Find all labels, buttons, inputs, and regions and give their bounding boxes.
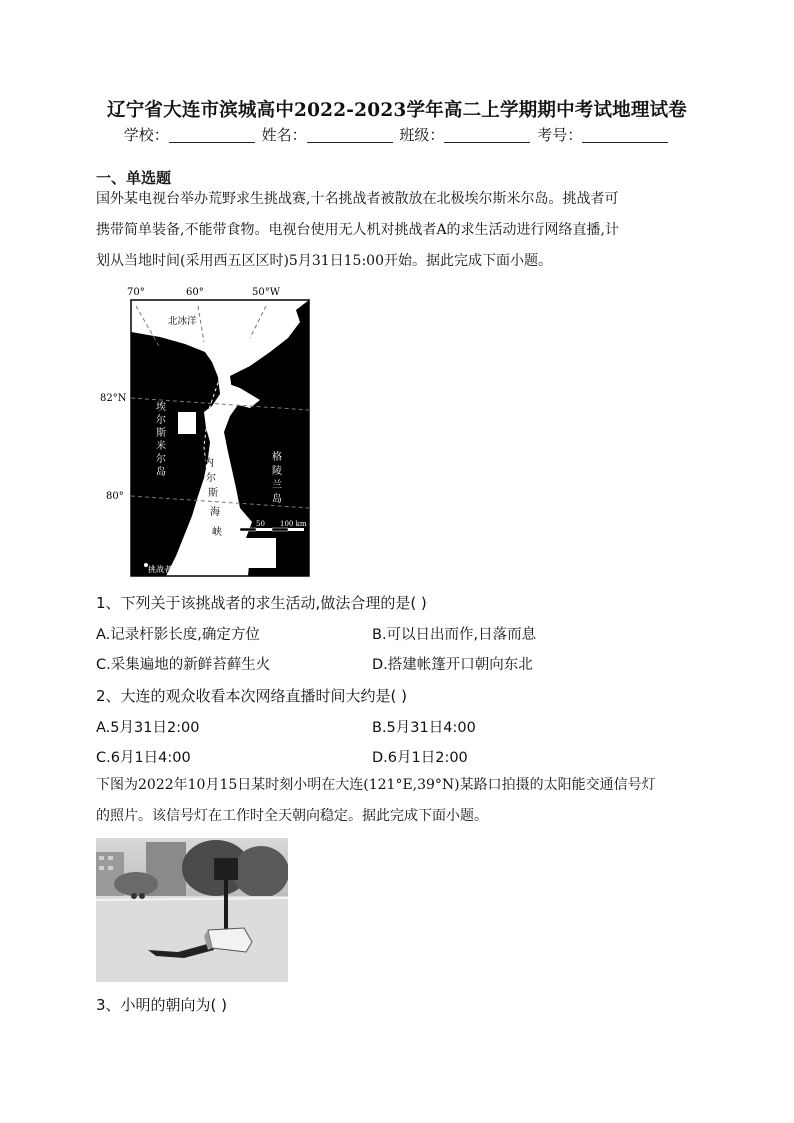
class-label: 班级： [399,126,445,144]
traffic-signal-photo [96,838,288,982]
arctic-ocean-label: 北冰洋 [168,316,197,327]
svg-text:海: 海 [210,507,220,518]
exam-number-label: 考号： [537,126,583,144]
svg-text:斯: 斯 [156,428,166,439]
school-blank[interactable] [169,128,255,143]
signal-pole [224,872,228,934]
scale-zero: 0 [237,520,242,528]
svg-text:尔: 尔 [156,454,166,465]
class-blank[interactable] [444,128,530,143]
svg-text:埃: 埃 [156,402,166,413]
solar-box [208,928,252,952]
svg-text:兰: 兰 [272,480,282,491]
exam-number-blank[interactable] [582,128,668,143]
svg-text:陵: 陵 [272,466,282,477]
student-info-row [0,124,794,145]
scale-end: 100 km [280,520,307,528]
scale-mid: 50 [256,520,265,528]
svg-text:尔: 尔 [206,473,216,484]
cyclist [131,893,137,899]
svg-text:斯: 斯 [208,488,218,499]
svg-text:岛: 岛 [272,494,282,505]
svg-text:尔: 尔 [156,415,166,426]
challenger-a-label: 挑战者A [148,565,178,574]
exam-title: 辽宁省大连市滨城高中2022-2023学年高二上学期期中考试地理试卷 [107,100,687,121]
passage-2-line: 的照片。该信号灯在工作时全天朝向稳定。据此完成下面小题。 [96,808,488,824]
passage-2-line: 下图为2022年10月15日某时刻小明在大连(121°E,39°N)某路口拍摄的太阳能交通信号灯 [96,777,656,793]
passage-2 [96,770,700,832]
island-patch [178,412,196,434]
question-3-stem: 3、小明的朝向为( ) [96,996,228,1014]
lon-label-50: 50°W [252,287,281,298]
ellesmere-island-map [100,282,320,582]
passage-1 [96,184,700,277]
svg-text:峡: 峡 [212,527,222,538]
svg-text:岛: 岛 [156,467,166,478]
question-1-option-d[interactable]: D.搭建帐篷开口朝向东北 [372,657,533,673]
svg-text:内: 内 [204,458,214,469]
school-label: 学校： [123,126,169,144]
lon-label-70: 70° [127,287,145,298]
question-2-option-a[interactable]: A.5月31日2:00 [96,720,200,736]
question-1-stem: 1、下列关于该挑战者的求生活动,做法合理的是( ) [96,594,427,612]
question-1-option-a[interactable]: A.记录杆影长度,确定方位 [96,627,260,643]
question-2-option-c[interactable]: C.6月1日4:00 [96,750,191,766]
question-2-option-d[interactable]: D.6月1日2:00 [372,750,468,766]
map-inset-white [220,538,276,568]
lat-label-80: 80° [106,491,124,502]
name-label: 姓名： [261,126,307,144]
lat-label-82: 82°N [100,393,127,404]
svg-text:格: 格 [272,452,282,463]
name-blank[interactable] [307,128,393,143]
question-1-option-b[interactable]: B.可以日出而作,日落而息 [372,627,537,643]
lon-label-60: 60° [186,287,204,298]
question-1-option-c[interactable]: C.采集遍地的新鲜苔藓生火 [96,657,271,673]
signal-light [214,858,238,880]
passage-1-line: 划从当地时间(采用西五区区时)5月31日15:00开始。据此完成下面小题。 [96,253,552,269]
svg-text:米: 米 [156,441,166,452]
section-heading: 一、单选题 [96,169,172,187]
passage-1-line: 国外某电视台举办荒野求生挑战赛,十名挑战者被散放在北极埃尔斯米尔岛。挑战者可 [96,191,619,207]
road [96,896,288,982]
passage-1-line: 携带简单装备,不能带食物。电视台使用无人机对挑战者A的求生活动进行网络直播,计 [96,222,620,238]
question-2-stem: 2、大连的观众收看本次网络直播时间大约是( ) [96,687,408,705]
question-2-option-b[interactable]: B.5月31日4:00 [372,720,476,736]
